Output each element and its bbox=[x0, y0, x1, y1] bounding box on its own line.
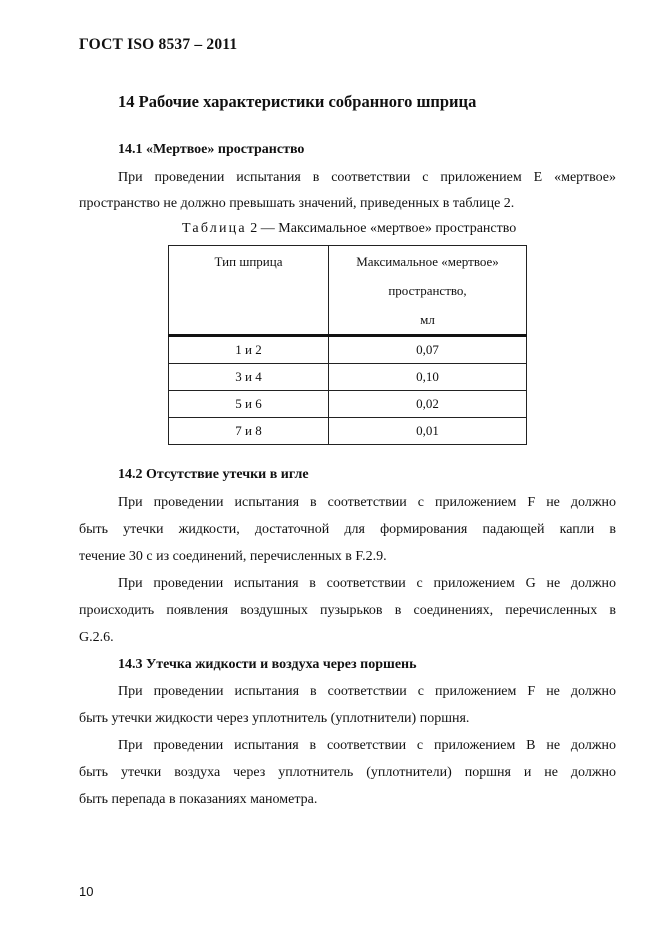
table-cell-value: 0,10 bbox=[329, 364, 527, 391]
header-col2-line3: мл bbox=[420, 312, 435, 327]
table-cell-type: 3 и 4 bbox=[169, 364, 329, 391]
paragraph-14-2-2-line-3: G.2.6. bbox=[79, 630, 114, 645]
table-caption-text: 2 — Максимальное «мертвое» пространство bbox=[246, 221, 517, 236]
paragraph-14-3-1-line-1: При проведении испытания в соответствии с приложением F не должно bbox=[118, 684, 616, 699]
paragraph-14-2-1-line-1: При проведении испытания в соответствии с приложением F не должно bbox=[118, 495, 616, 510]
table-row bbox=[169, 418, 527, 445]
document-header: ГОСТ ISO 8537 – 2011 bbox=[79, 36, 238, 53]
table-cell-type: 7 и 8 bbox=[169, 418, 329, 445]
table-cell-type: 1 и 2 bbox=[169, 336, 329, 364]
paragraph-14-3-2-line-2: быть утечки воздуха через уплотнитель (уплотнители) поршня и не должно bbox=[79, 765, 616, 780]
subsection-14-3-title: 14.3 Утечка жидкости и воздуха через поршень bbox=[118, 657, 417, 672]
table-cell-type: 5 и 6 bbox=[169, 391, 329, 418]
paragraph-14-3-1-line-2: быть утечки жидкости через уплотнитель (уплотнители) поршня. bbox=[79, 711, 470, 726]
subsection-14-1-title: 14.1 «Мертвое» пространство bbox=[118, 142, 305, 157]
table-row bbox=[169, 336, 527, 364]
paragraph-14-1-line-2: пространство не должно превышать значений, приведенных в таблице 2. bbox=[79, 196, 515, 211]
table-header-row bbox=[169, 246, 527, 336]
table-caption bbox=[182, 221, 516, 237]
table-cell-value: 0,01 bbox=[329, 418, 527, 445]
table-header-syringe-type: Тип шприца bbox=[169, 246, 329, 336]
paragraph-14-2-1-line-2: быть утечки жидкости, достаточной для формирования падающей капли в bbox=[79, 522, 616, 537]
paragraph-14-3-2-line-1: При проведении испытания в соответствии с приложением B не должно bbox=[118, 738, 616, 753]
subsection-14-2-title: 14.2 Отсутствие утечки в игле bbox=[118, 467, 309, 482]
table-header-max-dead-space bbox=[329, 246, 527, 336]
paragraph-14-2-1-line-3: течение 30 с из соединений, перечисленных в F.2.9. bbox=[79, 549, 387, 564]
table-caption-label: Таблица bbox=[182, 221, 247, 236]
dead-space-table bbox=[168, 245, 527, 445]
paragraph-14-1-line-1: При проведении испытания в соответствии с приложением E «мертвое» bbox=[118, 170, 616, 185]
header-col2-line1: Максимальное «мертвое» bbox=[356, 254, 499, 269]
table-row bbox=[169, 364, 527, 391]
table-cell-value: 0,07 bbox=[329, 336, 527, 364]
section-title: 14 Рабочие характеристики собранного шприца bbox=[118, 92, 477, 111]
paragraph-14-2-2-line-1: При проведении испытания в соответствии с приложением G не должно bbox=[118, 576, 616, 591]
paragraph-14-3-2-line-3: быть перепада в показаниях манометра. bbox=[79, 792, 318, 807]
table-cell-value: 0,02 bbox=[329, 391, 527, 418]
header-col2-line2: пространство, bbox=[388, 283, 467, 298]
table-row bbox=[169, 391, 527, 418]
page-number: 10 bbox=[79, 884, 94, 899]
paragraph-14-2-2-line-2: происходить появления воздушных пузырьков в соединениях, перечисленных в bbox=[79, 603, 616, 618]
